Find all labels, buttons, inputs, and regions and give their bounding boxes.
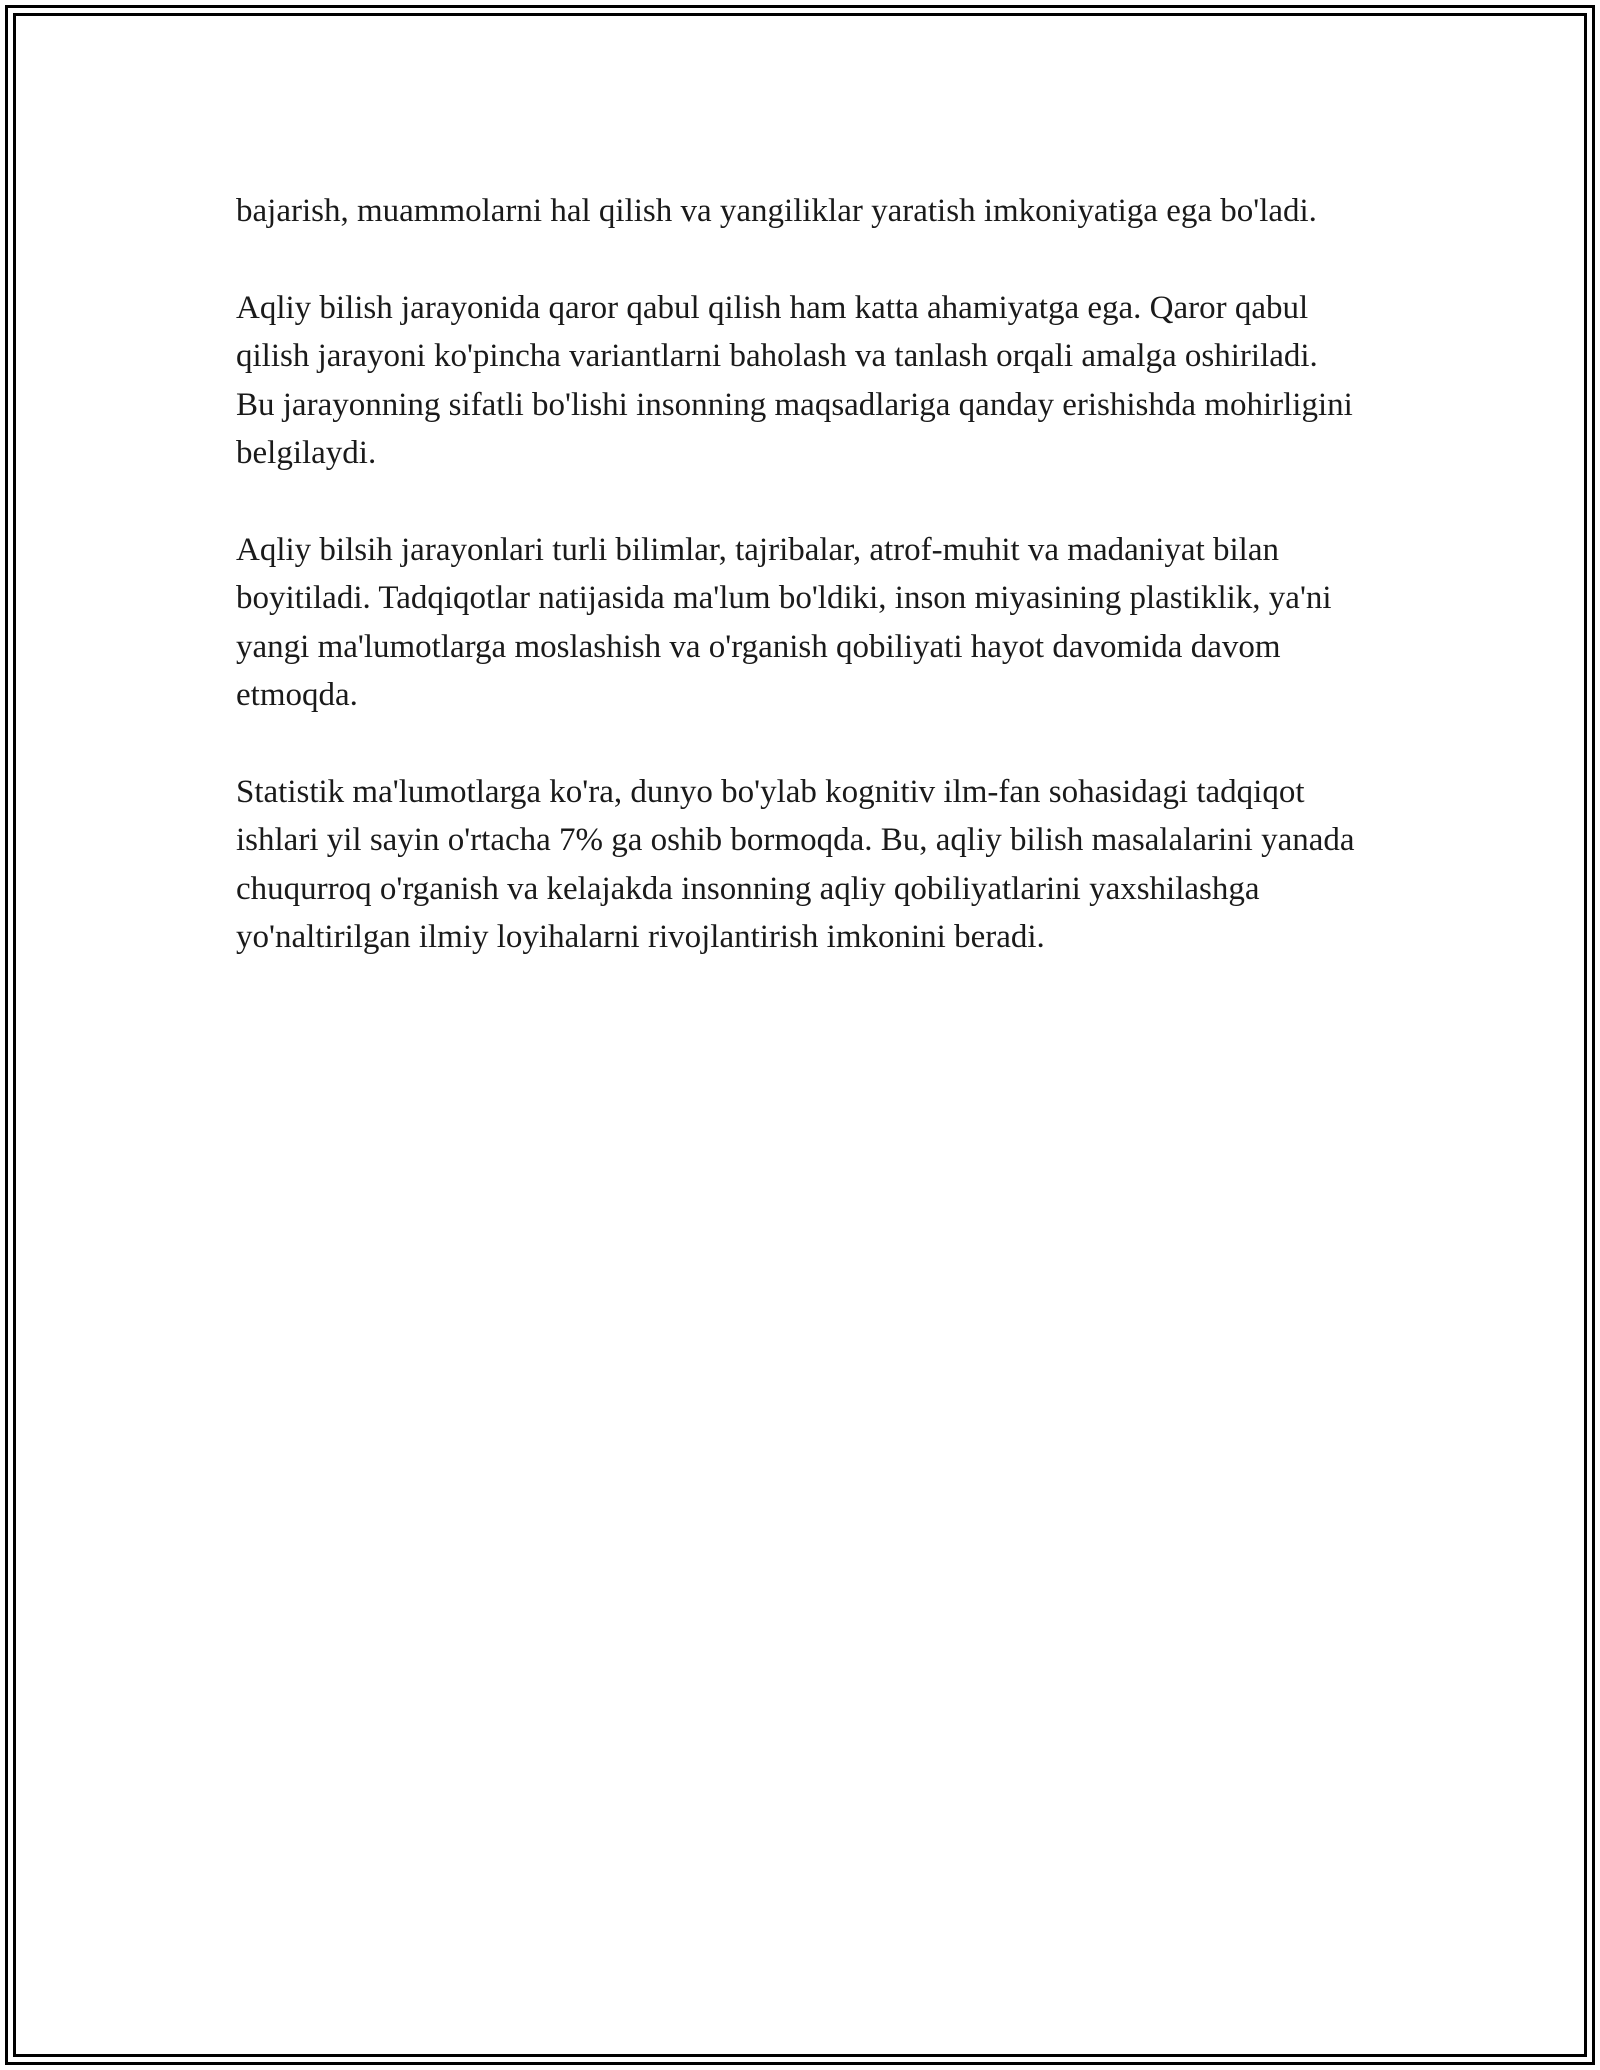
document-body xyxy=(236,187,1356,1010)
paragraph-2: Aqliy bilish jarayonida qaror qabul qilish ham katta ahamiyatga ega. Qaror qabul qilish jarayoni ko'pincha variantlarni baholash va tanlash orqali amalga oshiriladi. Bu jarayonning sifatli bo'lishi insonning maqsadlariga qanday erishishda mohirligini belgilaydi. xyxy=(236,289,1353,471)
paragraph-3: Aqliy bilsih jarayonlari turli bilimlar, tajribalar, atrof-muhit va madaniyat bilan boyitiladi. Tadqiqotlar natijasida ma'lum bo'ldiki, inson miyasining plastiklik, ya'ni yangi ma'lumotlarga moslashish va o'rganish qobiliyati hayot davomida davom etmoqda. xyxy=(236,531,1332,713)
paragraph-4: Statistik ma'lumotlarga ko'ra, dunyo bo'ylab kognitiv ilm-fan sohasidagi tadqiqot ishlari yil sayin o'rtacha 7% ga oshib bormoqda. Bu, aqliy bilish masalalarini yanada chuqurroq o'rganish va kelajakda insonning aqliy qobiliyatlarini yaxshilashga yo'naltirilgan ilmiy loyihalarni rivojlantirish imkonini beradi. xyxy=(236,773,1355,955)
paragraph-1: bajarish, muammolarni hal qilish va yangiliklar yaratish imkoniyatiga ega bo'ladi. xyxy=(236,193,1317,229)
